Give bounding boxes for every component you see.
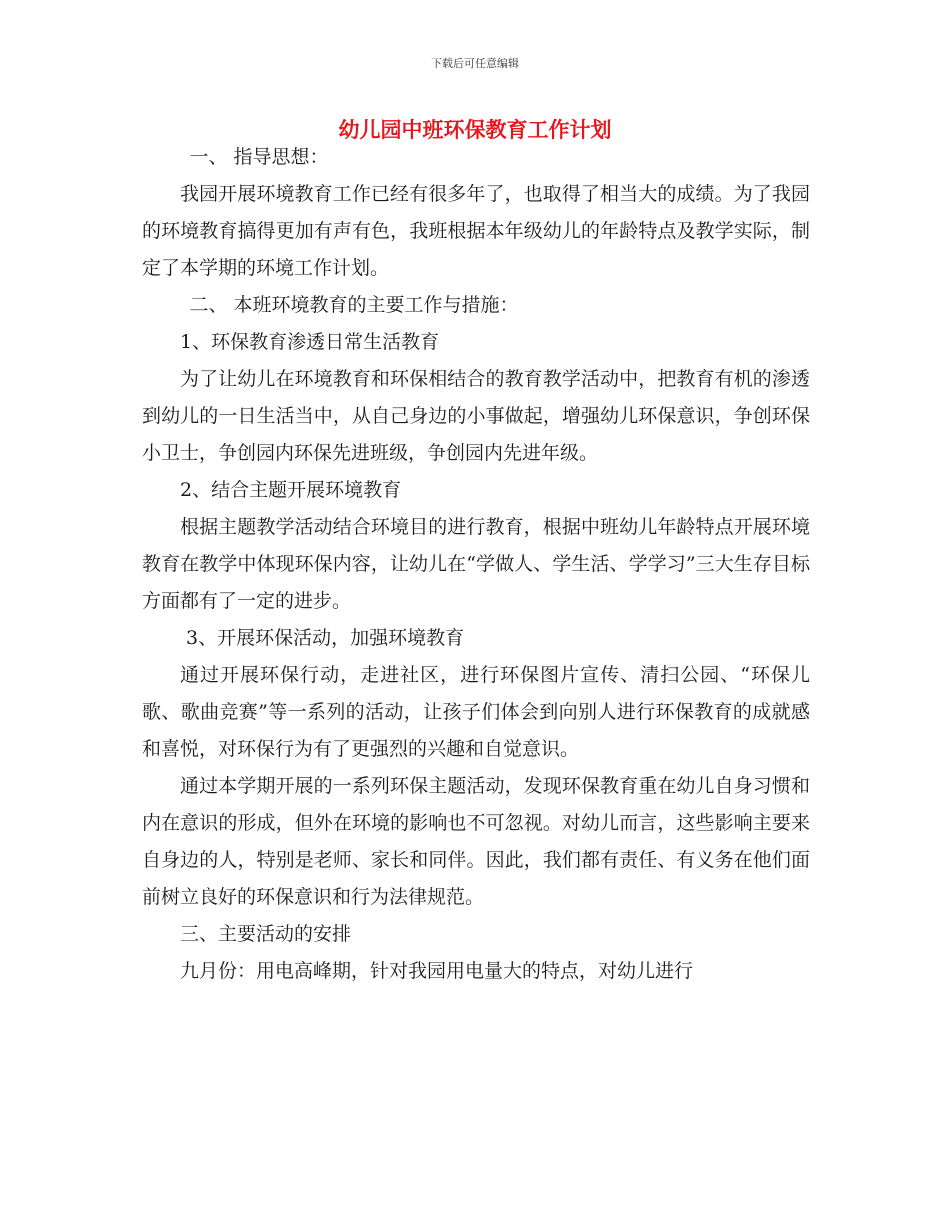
paragraph: 九月份：用电高峰期，针对我园用电量大的特点，对幼儿进行 <box>180 960 694 982</box>
header-note: 下载后可任意编辑 <box>431 57 519 70</box>
section-heading-2: 二、 本班环境教育的主要工作与措施： <box>189 294 519 316</box>
section-heading-1: 一、 指导思想： <box>189 146 329 168</box>
paragraph: 通过开展环保行动，走进社区，进行环保图片宣传、清扫公园、“环保儿歌、歌曲竞赛”等一系列的活动，让孩子们体会到向别人进行环保教育的成就感和喜悦，对环保行为有了更强烈的兴趣和自觉意识。 <box>142 664 810 760</box>
subheading-3: 3、开展环保活动，加强环境教育 <box>180 627 465 649</box>
document-body <box>142 139 810 990</box>
paragraph: 通过本学期开展的一系列环保主题活动，发现环保教育重在幼儿自身习惯和内在意识的形成，但外在环境的影响也不可忽视。对幼儿而言，这些影响主要来自身边的人，特别是老师、家长和同伴。因此，我们都有责任、有义务在他们面前树立良好的环保意识和行为法律规范。 <box>142 775 810 908</box>
paragraph: 我园开展环境教育工作已经有很多年了，也取得了相当大的成绩。为了我园的环境教育搞得更加有声有色，我班根据本年级幼儿的年龄特点及教学实际，制定了本学期的环境工作计划。 <box>142 183 810 279</box>
paragraph: 根据主题教学活动结合环境目的进行教育，根据中班幼儿年龄特点开展环境教育在教学中体现环保内容，让幼儿在“学做人、学生活、学学习”三大生存目标方面都有了一定的进步。 <box>142 516 810 612</box>
document-title: 幼儿园中班环保教育工作计划 <box>338 117 612 142</box>
subheading-2: 2、结合主题开展环境教育 <box>180 479 402 501</box>
section-heading-3: 三、主要活动的安排 <box>180 923 352 945</box>
paragraph: 为了让幼儿在环境教育和环保相结合的教育教学活动中，把教育有机的渗透到幼儿的一日生活当中，从自己身边的小事做起，增强幼儿环保意识，争创环保小卫士，争创园内环保先进班级，争创园内先进年级。 <box>142 368 810 464</box>
subheading-1: 1、环保教育渗透日常生活教育 <box>180 331 440 353</box>
